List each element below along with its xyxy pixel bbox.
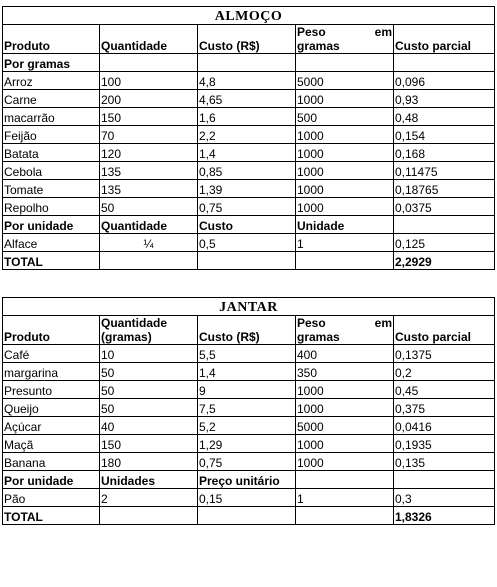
jantar-section-unidade	[3, 471, 495, 489]
cell-peso[interactable]: 1000	[296, 435, 394, 453]
cell-produto[interactable]: Arroz	[3, 72, 100, 90]
header-peso-word: Peso	[297, 25, 326, 39]
cell-produto[interactable]: Tomate	[3, 180, 100, 198]
cell-custo[interactable]: 1,39	[198, 180, 296, 198]
cell-custo[interactable]: 9	[198, 381, 296, 399]
table-row	[3, 144, 495, 162]
cell-parcial[interactable]: 0,3	[394, 489, 495, 507]
cell-quantidade[interactable]: 150	[100, 108, 198, 126]
cell-custo[interactable]: 4,8	[198, 72, 296, 90]
cell-produto[interactable]: Açúcar	[3, 417, 100, 435]
cell-peso[interactable]: 1	[296, 489, 394, 507]
cell-custo[interactable]: 4,65	[198, 90, 296, 108]
almoco-header-row	[3, 25, 495, 54]
header-quantidade-line2: (gramas)	[101, 330, 152, 344]
header-peso-gramas: gramas	[297, 39, 340, 53]
table-row	[3, 363, 495, 381]
cell-custo[interactable]: 0,75	[198, 453, 296, 471]
cell-parcial[interactable]: 0,135	[394, 453, 495, 471]
cell-parcial[interactable]: 0,48	[394, 108, 495, 126]
jantar-title-row	[3, 298, 495, 316]
cell-quantidade[interactable]: 200	[100, 90, 198, 108]
cell-custo[interactable]: 0,75	[198, 198, 296, 216]
cell-quantidade[interactable]: 50	[100, 381, 198, 399]
cell-peso[interactable]: 5000	[296, 72, 394, 90]
cell-custo[interactable]: 0,85	[198, 162, 296, 180]
cell-parcial[interactable]: 0,1935	[394, 435, 495, 453]
cell[interactable]	[100, 252, 198, 270]
total-label[interactable]: TOTAL	[3, 507, 100, 525]
section-label[interactable]: Por unidade	[3, 471, 100, 489]
cell[interactable]	[198, 252, 296, 270]
total-value[interactable]: 1,8326	[394, 507, 495, 525]
section-preco[interactable]: Preço unitário	[198, 471, 296, 489]
cell-produto[interactable]: Repolho	[3, 198, 100, 216]
header-quantidade-line1: Quantidade	[101, 316, 168, 330]
cell-quantidade[interactable]: 150	[100, 435, 198, 453]
cell-produto[interactable]: Maçã	[3, 435, 100, 453]
cell-custo[interactable]: 5,5	[198, 345, 296, 363]
cell-peso[interactable]: 1000	[296, 162, 394, 180]
cell-parcial[interactable]: 0,0416	[394, 417, 495, 435]
header-peso[interactable]	[296, 25, 394, 54]
cell-custo[interactable]: 0,15	[198, 489, 296, 507]
cell-quantidade[interactable]: 135	[100, 180, 198, 198]
cell-quantidade[interactable]: 50	[100, 363, 198, 381]
cell-parcial[interactable]: 0,154	[394, 126, 495, 144]
almoco-table	[2, 6, 495, 270]
header-peso[interactable]	[296, 316, 394, 345]
cell-parcial[interactable]: 0,18765	[394, 180, 495, 198]
table-row	[3, 180, 495, 198]
total-label[interactable]: TOTAL	[3, 252, 100, 270]
table-row	[3, 399, 495, 417]
total-value[interactable]: 2,2929	[394, 252, 495, 270]
cell-produto[interactable]: Queijo	[3, 399, 100, 417]
cell-custo[interactable]: 1,4	[198, 144, 296, 162]
cell-parcial[interactable]: 0,11475	[394, 162, 495, 180]
table-row	[3, 489, 495, 507]
cell-produto[interactable]: margarina	[3, 363, 100, 381]
jantar-table	[2, 297, 495, 525]
cell-parcial[interactable]: 0,125	[394, 234, 495, 252]
header-custo[interactable]: Custo (R$)	[198, 25, 296, 54]
section-quantidade[interactable]: Quantidade	[100, 216, 198, 234]
cell-quantidade[interactable]: 50	[100, 399, 198, 417]
header-produto[interactable]: Produto	[3, 25, 100, 54]
cell[interactable]	[100, 54, 198, 72]
header-peso-word: Peso	[297, 316, 326, 330]
cell-parcial[interactable]: 0,096	[394, 72, 495, 90]
almoco-title-row	[3, 7, 495, 25]
table-row	[3, 453, 495, 471]
section-unidade[interactable]: Unidade	[296, 216, 394, 234]
cell-produto[interactable]: Presunto	[3, 381, 100, 399]
cell-parcial[interactable]: 0,0375	[394, 198, 495, 216]
cell-peso[interactable]: 1000	[296, 126, 394, 144]
cell-produto[interactable]: macarrão	[3, 108, 100, 126]
cell-produto[interactable]: Batata	[3, 144, 100, 162]
table-row	[3, 417, 495, 435]
header-custo-parcial[interactable]: Custo parcial	[394, 25, 495, 54]
header-produto[interactable]: Produto	[3, 316, 100, 345]
cell-peso[interactable]: 500	[296, 108, 394, 126]
header-peso-em: em	[374, 25, 392, 39]
jantar-total-row	[3, 507, 495, 525]
cell-peso[interactable]: 1000	[296, 144, 394, 162]
section-label[interactable]: Por unidade	[3, 216, 100, 234]
cell-quantidade[interactable]: 2	[100, 489, 198, 507]
almoco-section-gramas	[3, 54, 495, 72]
header-quantidade[interactable]	[100, 316, 198, 345]
cell-produto[interactable]: Café	[3, 345, 100, 363]
cell-parcial[interactable]: 0,375	[394, 399, 495, 417]
table-row	[3, 381, 495, 399]
almoco-total-row	[3, 252, 495, 270]
jantar-title: JANTAR	[3, 298, 495, 316]
almoco-title: ALMOÇO	[3, 7, 495, 25]
cell-custo[interactable]: 1,6	[198, 108, 296, 126]
table-row	[3, 345, 495, 363]
header-custo[interactable]: Custo (R$)	[198, 316, 296, 345]
cell[interactable]	[198, 507, 296, 525]
cell-peso[interactable]: 1000	[296, 198, 394, 216]
cell-quantidade[interactable]: 40	[100, 417, 198, 435]
cell-quantidade[interactable]: 10	[100, 345, 198, 363]
cell-peso[interactable]: 1000	[296, 453, 394, 471]
cell-parcial[interactable]: 0,93	[394, 90, 495, 108]
cell-quantidade[interactable]: 50	[100, 198, 198, 216]
cell-quantidade[interactable]: 180	[100, 453, 198, 471]
cell-produto[interactable]: Cebola	[3, 162, 100, 180]
cell-quantidade[interactable]: 135	[100, 162, 198, 180]
cell-produto[interactable]: Pão	[3, 489, 100, 507]
cell[interactable]	[394, 54, 495, 72]
cell-peso[interactable]: 1000	[296, 399, 394, 417]
cell[interactable]	[394, 216, 495, 234]
cell-produto[interactable]: Alface	[3, 234, 100, 252]
cell[interactable]	[296, 471, 394, 489]
cell-custo[interactable]: 7,5	[198, 399, 296, 417]
cell[interactable]	[296, 507, 394, 525]
cell-peso[interactable]: 1000	[296, 90, 394, 108]
cell-custo[interactable]: 1,4	[198, 363, 296, 381]
header-peso-gramas: gramas	[297, 330, 340, 344]
cell-custo[interactable]: 0,5	[198, 234, 296, 252]
table-row	[3, 90, 495, 108]
cell-custo[interactable]: 1,29	[198, 435, 296, 453]
cell-quantidade[interactable]: 120	[100, 144, 198, 162]
header-custo-parcial[interactable]: Custo parcial	[394, 316, 495, 345]
section-unidades[interactable]: Unidades	[100, 471, 198, 489]
cell[interactable]	[198, 54, 296, 72]
jantar-header-row	[3, 316, 495, 345]
cell-parcial[interactable]: 0,2	[394, 363, 495, 381]
cell-quantidade[interactable]: 70	[100, 126, 198, 144]
cell-peso[interactable]: 400	[296, 345, 394, 363]
section-custo[interactable]: Custo	[198, 216, 296, 234]
cell-peso[interactable]: 1000	[296, 381, 394, 399]
table-row	[3, 198, 495, 216]
cell-produto[interactable]: Carne	[3, 90, 100, 108]
cell-quantidade[interactable]: 100	[100, 72, 198, 90]
table-row	[3, 234, 495, 252]
table-row	[3, 162, 495, 180]
cell[interactable]	[296, 54, 394, 72]
header-quantidade[interactable]: Quantidade	[100, 25, 198, 54]
cell-custo[interactable]: 2,2	[198, 126, 296, 144]
table-row	[3, 72, 495, 90]
cell-parcial[interactable]: 0,1375	[394, 345, 495, 363]
table-row	[3, 435, 495, 453]
almoco-section-unidade	[3, 216, 495, 234]
cell[interactable]	[394, 471, 495, 489]
cell-custo[interactable]: 5,2	[198, 417, 296, 435]
table-row	[3, 108, 495, 126]
section-label[interactable]: Por gramas	[3, 54, 100, 72]
cell-peso[interactable]: 1000	[296, 180, 394, 198]
cell-peso[interactable]: 1	[296, 234, 394, 252]
header-peso-em: em	[374, 316, 392, 330]
cell-quantidade[interactable]: ¼	[100, 234, 198, 252]
cell-produto[interactable]: Banana	[3, 453, 100, 471]
cell-parcial[interactable]: 0,45	[394, 381, 495, 399]
cell-peso[interactable]: 5000	[296, 417, 394, 435]
cell[interactable]	[296, 252, 394, 270]
cell-parcial[interactable]: 0,168	[394, 144, 495, 162]
cell[interactable]	[100, 507, 198, 525]
cell-produto[interactable]: Feijão	[3, 126, 100, 144]
table-row	[3, 126, 495, 144]
cell-peso[interactable]: 350	[296, 363, 394, 381]
